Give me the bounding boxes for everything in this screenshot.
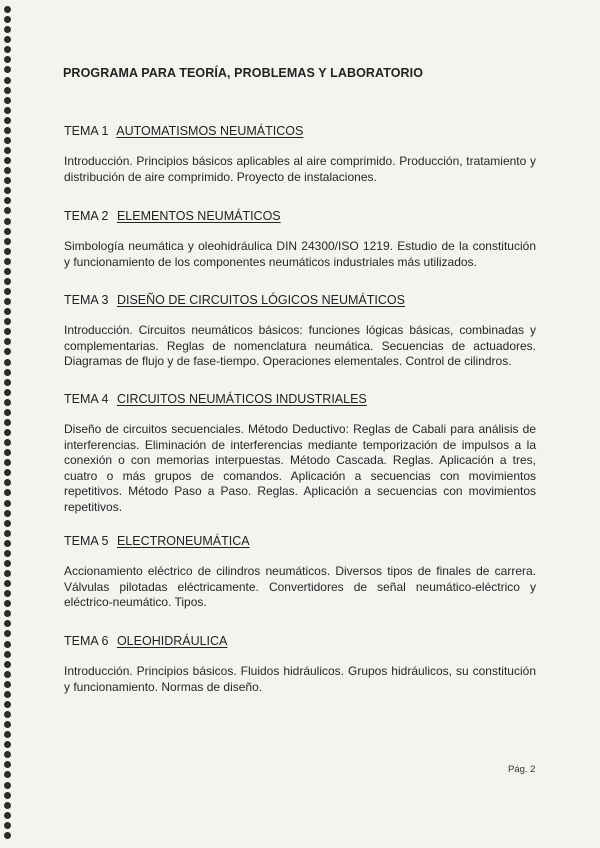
tema-number: TEMA 1 [64,124,109,138]
page-number: Pág. 2 [508,764,536,775]
binding-hole [4,671,11,678]
binding-hole [4,580,11,587]
binding-hole [4,177,11,184]
binding-hole [4,570,11,577]
tema-1-heading [64,124,536,138]
tema-5-heading [64,534,536,548]
binding-hole [4,107,11,114]
binding-hole [4,701,11,708]
binding-hole [4,751,11,758]
tema-4-section [64,392,536,515]
binding-hole [4,278,11,285]
binding-hole [4,36,11,43]
binding-hole [4,97,11,104]
binding-hole [4,167,11,174]
binding-hole [4,6,11,13]
binding-hole [4,228,11,235]
binding-hole [4,137,11,144]
binding-hole [4,157,11,164]
binding-hole [4,87,11,94]
binding-hole [4,822,11,829]
binding-hole [4,792,11,799]
binding-hole [4,318,11,325]
tema-number: TEMA 2 [64,209,109,223]
binding-hole [4,600,11,607]
tema-2-heading [64,209,536,223]
binding-hole [4,419,11,426]
binding-hole [4,590,11,597]
binding-hole [4,409,11,416]
binding-hole [4,197,11,204]
binding-hole [4,117,11,124]
tema-title: DISEÑO DE CIRCUITOS LÓGICOS NEUMÁTICOS [116,293,405,307]
binding-hole [4,26,11,33]
binding-hole [4,328,11,335]
tema-title: OLEOHIDRÁULICA [116,634,228,648]
binding-hole [4,812,11,819]
binding-hole [4,268,11,275]
binding-hole [4,258,11,265]
tema-5-section [64,534,536,611]
binding-hole [4,540,11,547]
tema-6-heading [64,634,536,648]
binding-hole [4,510,11,517]
binding-hole [4,369,11,376]
binding-hole [4,187,11,194]
binding-hole [4,489,11,496]
binding-hole [4,832,11,839]
binding-hole [4,399,11,406]
binding-hole [4,500,11,507]
tema-description: Introducción. Principios básicos. Fluidos hidráulicos. Grupos hidráulicos, su constitución y funcionamiento. Normas de diseño. [64,664,536,694]
tema-2-section [64,209,536,270]
binding-hole [4,681,11,688]
binding-hole [4,550,11,557]
binding-hole [4,439,11,446]
tema-number: TEMA 3 [64,293,109,307]
binding-hole [4,459,11,466]
binding-hole [4,298,11,305]
tema-number: TEMA 4 [64,392,109,406]
tema-title: CIRCUITOS NEUMÁTICOS INDUSTRIALES [116,392,367,406]
binding-hole [4,560,11,567]
binding-hole [4,741,11,748]
binding-hole [4,771,11,778]
binding-hole [4,802,11,809]
binding-hole [4,429,11,436]
binding-hole [4,630,11,637]
binding-hole [4,238,11,245]
tema-1-section [64,124,536,185]
binding-hole [4,359,11,366]
tema-description: Introducción. Circuitos neumáticos básicos: funciones lógicas básicas, combinadas y complementarias. Reglas de nomenclatura neumática. Secuencias de actuadores. Diagramas de flujo y de fase-tiempo. Operaciones elementales. Control de cilindros. [64,323,536,368]
binding-hole [4,16,11,23]
binding-hole [4,691,11,698]
binding-hole [4,56,11,63]
tema-3-section [64,293,536,370]
binding-hole [4,641,11,648]
binding-hole [4,520,11,527]
binding-hole [4,379,11,386]
tema-3-heading [64,293,536,307]
binding-hole [4,721,11,728]
binding-holes [4,6,14,842]
tema-description: Diseño de circuitos secuenciales. Método Deductivo: Reglas de Cabali para análisis de interferencias. Eliminación de interferencias mediante temporización de impulsos a la conexión o con memorias interpuestas. Método Cascada. Reglas. Aplicación a tres, cuatro o más grupos de comandos. Aplicación a secuencias con movimientos repetitivos. Método Paso a Paso. Reglas. Aplicación a secuencias con movimientos repetitivos. [64,422,536,514]
tema-number: TEMA 6 [64,634,109,648]
tema-title: ELEMENTOS NEUMÁTICOS [116,209,281,223]
tema-description: Introducción. Principios básicos aplicables al aire comprimido. Producción, tratamiento y distribución de aire comprimido. Proyecto de instalaciones. [64,154,536,184]
binding-hole [4,77,11,84]
document-title: PROGRAMA PARA TEORÍA, PROBLEMAS Y LABORATORIO [63,66,424,80]
binding-hole [4,207,11,214]
binding-hole [4,348,11,355]
binding-hole [4,218,11,225]
binding-hole [4,127,11,134]
binding-hole [4,288,11,295]
binding-hole [4,308,11,315]
binding-hole [4,248,11,255]
tema-4-heading [64,392,536,406]
binding-hole [4,731,11,738]
tema-6-section [64,634,536,695]
tema-number: TEMA 5 [64,534,109,548]
binding-hole [4,651,11,658]
binding-hole [4,761,11,768]
binding-hole [4,46,11,53]
tema-title: AUTOMATISMOS NEUMÁTICOS [116,124,304,138]
binding-hole [4,389,11,396]
binding-hole [4,711,11,718]
binding-hole [4,661,11,668]
binding-hole [4,338,11,345]
tema-description: Simbología neumática y oleohidráulica DIN 24300/ISO 1219. Estudio de la constitución y funcionamiento de los componentes neumáticos industriales más utilizados. [64,239,536,269]
binding-hole [4,782,11,789]
binding-hole [4,530,11,537]
binding-hole [4,66,11,73]
binding-hole [4,469,11,476]
tema-description: Accionamiento eléctrico de cilindros neumáticos. Diversos tipos de finales de carrera. Válvulas pilotadas eléctricamente. Convertidores de señal neumático-eléctrico y eléctrico-neumático. Tipos. [64,564,536,609]
binding-hole [4,147,11,154]
binding-hole [4,620,11,627]
binding-hole [4,449,11,456]
binding-hole [4,610,11,617]
binding-hole [4,479,11,486]
tema-title: ELECTRONEUMÁTICA [116,534,250,548]
